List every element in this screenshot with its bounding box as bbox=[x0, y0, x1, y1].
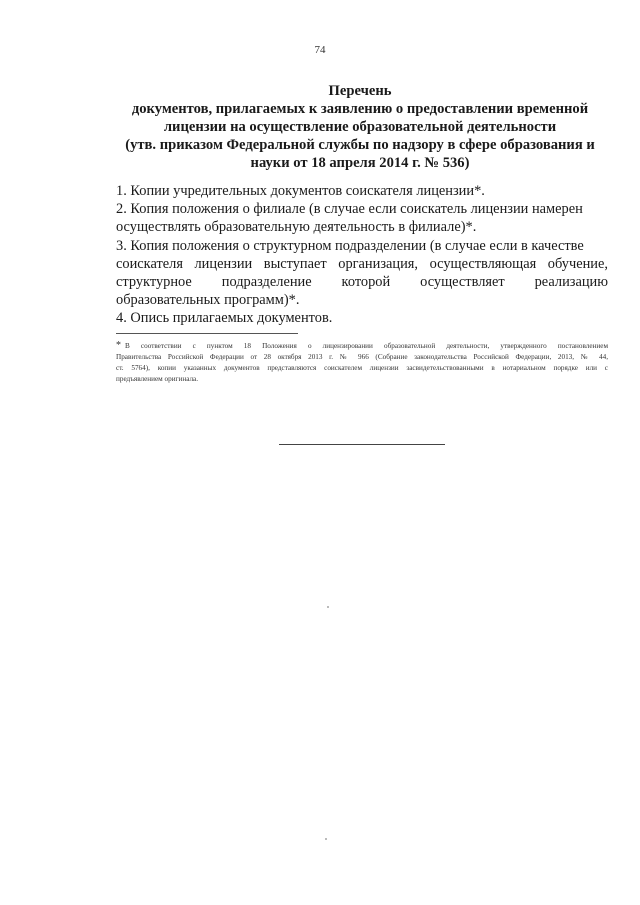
scan-speck bbox=[327, 606, 329, 608]
footnote bbox=[116, 340, 608, 385]
footnote-separator bbox=[116, 333, 298, 334]
list-item-1 bbox=[116, 182, 608, 200]
list-item-line: 2. Копия положения о филиале (в случае если соискатель лицензии намерен bbox=[116, 201, 583, 218]
list-item-line: 3. Копия положения о структурном подразделении (в случае если в качестве bbox=[116, 237, 584, 254]
title-line-3: лицензии на осуществление образовательной деятельности bbox=[163, 119, 557, 135]
end-separator bbox=[279, 444, 445, 445]
list-item-line: 4. Опись прилагаемых документов. bbox=[116, 310, 333, 327]
list-item-3 bbox=[116, 237, 608, 310]
list-item-line: 1. Копии учредительных документов соискателя лицензии*. bbox=[116, 183, 485, 199]
footnote-line-3: ст. 5764), копии указанных документов представляются соискателем лицензии засвидетельствованными в нотариальном порядке или с bbox=[116, 364, 608, 372]
list-item-line: осуществлять образовательную деятельность в филиале)*. bbox=[116, 219, 477, 236]
documents-list bbox=[116, 182, 608, 328]
title-line-5: науки от 18 апреля 2014 г. № 536) bbox=[250, 155, 470, 171]
document-title bbox=[112, 82, 608, 172]
list-item-4 bbox=[116, 309, 608, 327]
footnote-marker: * bbox=[116, 340, 121, 351]
scan-speck bbox=[325, 838, 327, 840]
footnote-line-2: Правительства Российской Федерации от 28 октября 2013 г. № 966 (Собрание законодательства Российской Федерации, 2013, № 44, bbox=[116, 353, 608, 361]
list-item-line: образовательных программ)*. bbox=[116, 292, 300, 309]
footnote-line-1 bbox=[116, 340, 608, 352]
page-number: 74 bbox=[314, 44, 326, 56]
title-line-2: документов, прилагаемых к заявлению о предоставлении временной bbox=[131, 101, 589, 117]
list-item-line: соискателя лицензии выступает организация, осуществляющая обучение, bbox=[116, 255, 608, 272]
title-line-1: Перечень bbox=[328, 83, 392, 99]
footnote-line-4: предъявлением оригинала. bbox=[116, 375, 199, 383]
list-item-2 bbox=[116, 200, 608, 236]
list-item-line: структурное подразделение которой осуществляет реализацию bbox=[116, 274, 608, 291]
title-line-4: (утв. приказом Федеральной службы по надзору в сфере образования и bbox=[125, 137, 595, 153]
footnote-text: В соответствии с пунктом 18 Положения о лицензировании образовательной деятельности, утвержденного постановлением bbox=[125, 342, 608, 350]
